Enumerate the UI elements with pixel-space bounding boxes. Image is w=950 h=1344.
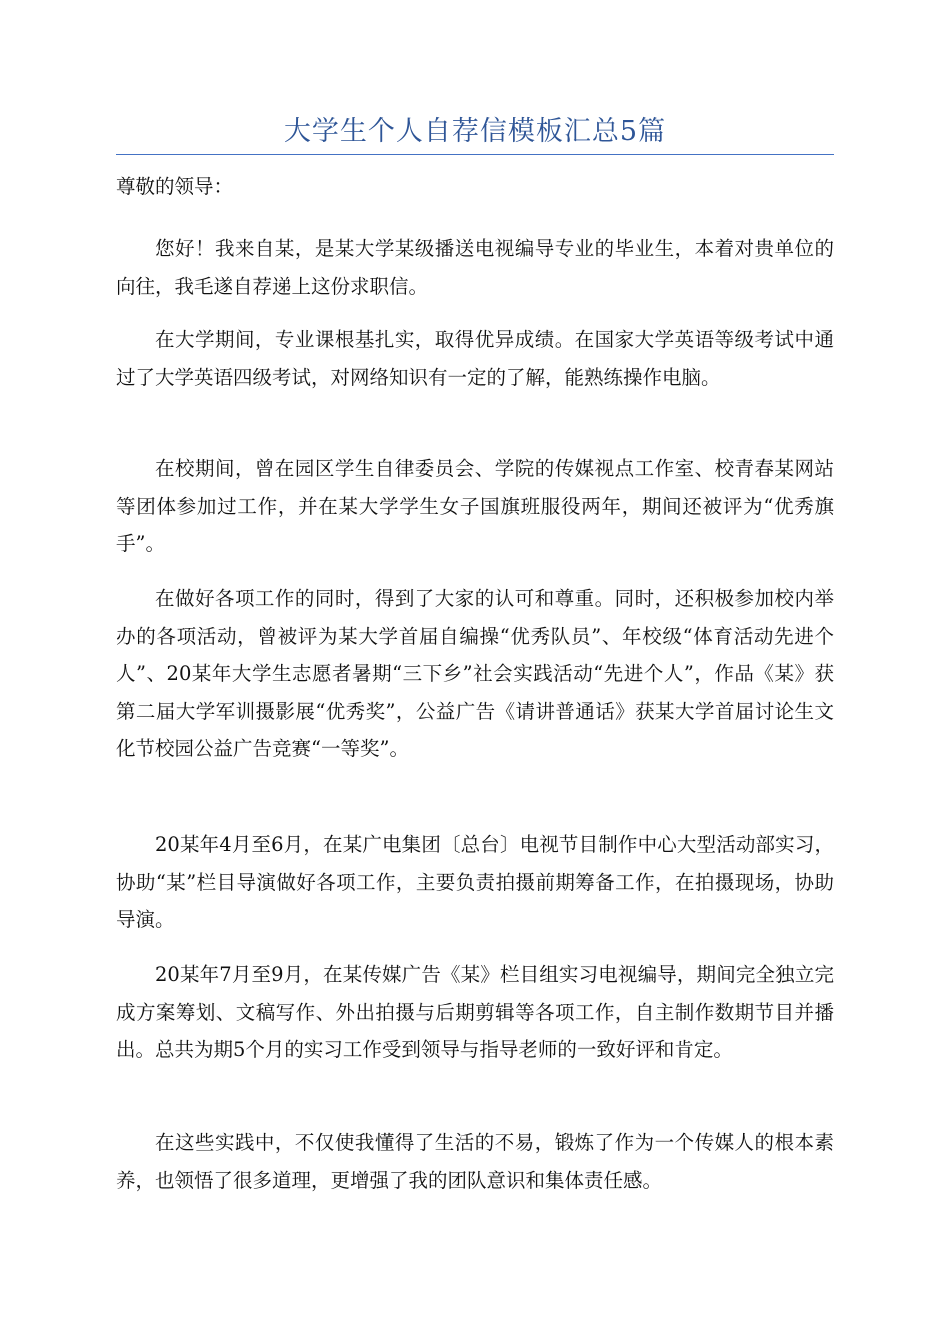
paragraph-1: 您好！我来自某，是某大学某级播送电视编导专业的毕业生，本着对贵单位的向往，我毛遂自荐递上这份求职信。 — [116, 237, 834, 298]
title-underline — [116, 154, 834, 155]
paragraph-2: 在大学期间，专业课根基扎实，取得优异成绩。在国家大学英语等级考试中通过了大学英语四级考试，对网络知识有一定的了解，能熟练操作电脑。 — [116, 328, 834, 389]
paragraph-3: 在校期间，曾在园区学生自律委员会、学院的传媒视点工作室、校青春某网站等团体参加过工作，并在某大学学生女子国旗班服役两年，期间还被评为“优秀旗手”。 — [116, 457, 834, 555]
paragraph-4: 在做好各项工作的同时，得到了大家的认可和尊重。同时，还积极参加校内举办的各项活动，曾被评为某大学首届自编操“优秀队员”、年校级“体育活动先进个人”、20某年大学生志愿者暑期“三下乡”社会实践活动“先进个人”，作品《某》获第二届大学军训摄影展“优秀奖”，公益广告《请讲普通话》获某大学首届讨论生文化节校园公益广告竞赛“一等奖”。 — [116, 587, 834, 760]
paragraph-7: 在这些实践中，不仅使我懂得了生活的不易，锻炼了作为一个传媒人的根本素养，也领悟了很多道理，更增强了我的团队意识和集体责任感。 — [116, 1131, 834, 1192]
paragraph-5: 20某年4月至6月，在某广电集团〔总台〕电视节目制作中心大型活动部实习，协助“某”栏目导演做好各项工作，主要负责拍摄前期筹备工作，在拍摄现场，协助导演。 — [116, 833, 834, 931]
paragraph-6: 20某年7月至9月，在某传媒广告《某》栏目组实习电视编导，期间完全独立完成方案筹划、文稿写作、外出拍摄与后期剪辑等各项工作，自主制作数期节目并播出。总共为期5个月的实习工作受到领导与指导老师的一致好评和肯定。 — [116, 963, 834, 1061]
salutation: 尊敬的领导： — [116, 175, 234, 198]
document-title: 大学生个人自荐信模板汇总5篇 — [283, 116, 667, 147]
